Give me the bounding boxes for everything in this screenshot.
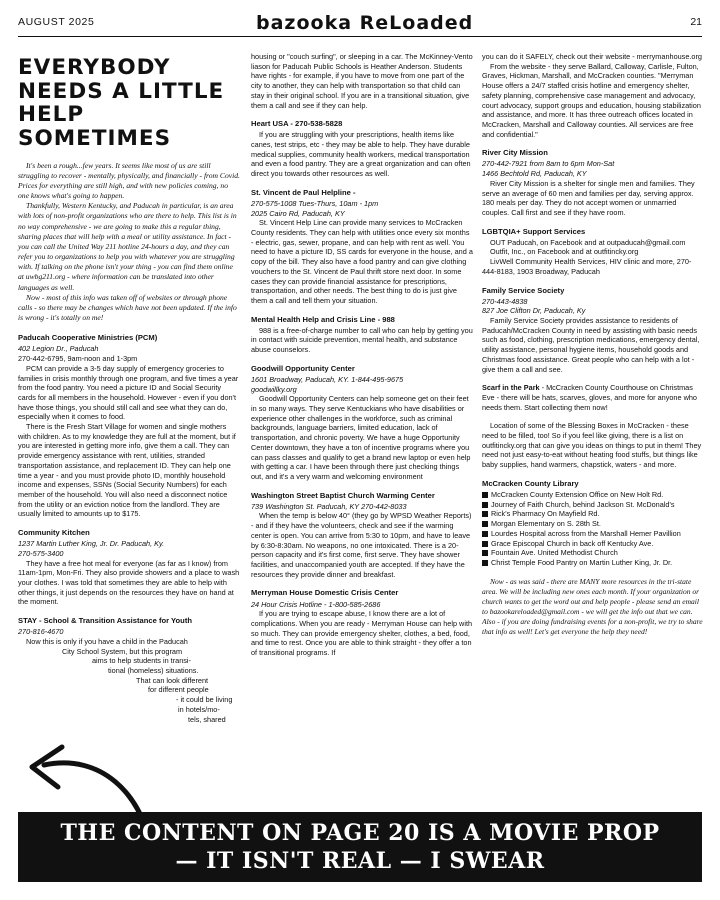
entry-body: 988 is a free-of-charge number to call who can help by getting you in contact with suicide prevention, mental health, and substance abuse counselors. bbox=[251, 325, 473, 355]
col1-entries bbox=[18, 333, 240, 607]
resource-entry bbox=[251, 119, 473, 179]
scarf-title: Scarf in the Park bbox=[482, 383, 540, 393]
entry-title: St. Vincent de Paul Helpline - bbox=[251, 187, 356, 197]
entry-info: 402 Legion Dr., Paducah bbox=[18, 344, 99, 354]
stay-line: for different people bbox=[148, 685, 209, 695]
entry-title: Washington Street Baptist Church Warming Center bbox=[251, 490, 435, 500]
bottom-banner bbox=[18, 812, 702, 882]
resource-entry bbox=[251, 188, 473, 306]
entry-info: 270-816-4670 bbox=[18, 627, 64, 637]
stay-line: in hotels/mo- bbox=[178, 704, 220, 714]
entry-scarf bbox=[482, 383, 704, 412]
entry-info: 270-575-3400 bbox=[18, 548, 64, 558]
entry-info: goodwillky.org bbox=[251, 384, 297, 394]
library-item: McCracken County Extension Office on New Holt Rd. bbox=[482, 490, 704, 500]
entry-body: River City Mission is a shelter for single men and families. They serve an average of 60 men and families per day, serving approx. 180 meals per day. They do not accept women or unmarried couples. Call first and see if they have room. bbox=[482, 178, 695, 217]
intro-paragraph: It's been a rough...few years. It seems like most of us are still struggling to recover - mentally, physically, and financially - from Covid. Prices for everything are still high, and with new policies coming, no one knows what's going to happen. bbox=[18, 160, 240, 201]
entry-body: you can do it SAFELY, check out their website - merrymanhouse.org bbox=[482, 52, 702, 61]
entry-title: Family Service Society bbox=[482, 285, 565, 295]
entry-body: St. Vincent Help Line can provide many services to McCracken County residents. They can help with utilities once every six months - electric, gas, sewer, propane, and can help with rent as well. You need to have a picture ID, SS cards for everyone in the house, and a copy of the bill. They also have a food pantry and can give clothing vouchers to the St. Vincent de Paul thrift store next door. In some cases they can provide financial assistance for prescriptions, transportation, and other needs. The best thing to do is just give them a call and tell them your situation. bbox=[251, 218, 473, 305]
column-2 bbox=[251, 52, 473, 667]
entry-title: Paducah Cooperative Ministries (PCM) bbox=[18, 333, 158, 343]
entry-info: 270-443-4838 bbox=[482, 296, 528, 306]
page-header bbox=[18, 12, 702, 38]
resource-entry bbox=[482, 227, 704, 277]
headline-line: NEEDS A LITTLE bbox=[18, 78, 225, 104]
entry-stay bbox=[18, 616, 240, 724]
entry-title: Merryman House Domestic Crisis Center bbox=[251, 588, 399, 598]
banner-line: THE CONTENT ON PAGE 20 IS A MOVIE PROP bbox=[60, 820, 660, 846]
entry-body: housing or "couch surfing", or sleeping in a car. The McKinney-Vento liason for Paducah Public Schools is Heather Anderson. Students have rights - for example, if you have to move from one part of the city to another, they can help with transportation so that child can stay in their original school. If you are in a transitional situation, give them a call and see if they can help. bbox=[251, 52, 473, 110]
masthead: bazooka ReLoaded bbox=[256, 12, 474, 34]
entry-body: If you are trying to escape abuse, I know there are a lot of complications. When you are ready - Merryman House can help with so much. They can provide emergency shelter, clothes, a bed, food, and time to rest. Once you are able to think straight - they offer a ton of transitional programs. If bbox=[251, 609, 473, 658]
library-list bbox=[482, 490, 704, 568]
entry-blessing bbox=[482, 421, 704, 470]
entry-info: 270-442-7921 from 8am to 6pm Mon-Sat bbox=[482, 159, 615, 169]
stay-body bbox=[18, 637, 240, 724]
issue-month: AUGUST 2025 bbox=[18, 16, 95, 28]
entry-info: 827 Joe Clifton Dr, Paducah, Ky bbox=[482, 306, 586, 316]
entry-info: 24 Hour Crisis Hotline - 1-800-585-2686 bbox=[251, 599, 381, 609]
entry-info: 739 Washington St. Paducah, KY 270-442-8033 bbox=[251, 501, 407, 511]
column-1 bbox=[18, 52, 240, 733]
entry-info: 270-575-1008 Tues-Thurs, 10am - 1pm bbox=[251, 198, 379, 208]
library-item: Journey of Faith Church, behind Jackson St. McDonald's bbox=[482, 500, 704, 510]
resource-entry bbox=[482, 52, 704, 139]
scarf-text: - McCracken County Courthouse on Christmas Eve - there will be hats, scarves, gloves, and more for anyone who needs them. Start collecting them now! bbox=[482, 383, 697, 412]
resource-entry bbox=[251, 315, 473, 355]
library-item: Grace Episcopal Church in back off Kentucky Ave. bbox=[482, 539, 704, 549]
library-item: Christ Temple Food Pantry on Martin Luther King, Jr. Dr. bbox=[482, 558, 704, 568]
library-item: Morgan Elementary on S. 28th St. bbox=[482, 519, 704, 529]
library-item: Fountain Ave. United Methodist Church bbox=[482, 548, 704, 558]
library-item: Lourdes Hospital across from the Marshall Hemer Pavillion bbox=[482, 529, 704, 539]
entry-title: Heart USA - 270-538-5828 bbox=[251, 119, 343, 129]
headline-line: HELP SOMETIMES bbox=[18, 102, 172, 151]
entry-title: River City Mission bbox=[482, 148, 548, 158]
banner-line: — IT ISN'T REAL — I SWEAR bbox=[175, 848, 545, 874]
headline-line: EVERYBODY bbox=[18, 55, 171, 80]
closing-note: Now - as was said - there are MANY more resources in the tri-state area. We will be including new ones each month. If your organization or church wants to get the word out and help people - please send an email to bazookareloaded@gmail.com - we will get the info out that we can. Also - if you are doing fundraising events for a non-profit, we try to share that info as well! Let's get everyone the help they need! bbox=[482, 576, 703, 636]
entry-body: From the website - they serve Ballard, Calloway, Carlisle, Fulton, Graves, Hickman, Marshall, and McCracken counties. "Merryman House offers a 24/7 staffed crisis hotline and emergency shelter, safety planning, comprehensive case management and advocacy, court advocacy, support groups and education, housing stabilization and assistance, and more. It has three outreach offices located in McCracken, Marshall and Calloway counties. All services are free and confidential." bbox=[482, 61, 701, 139]
library-item: Rick's Pharmacy On Mayfield Rd. bbox=[482, 509, 704, 519]
entry-body: Family Service Society provides assistance to residents of Paducah/McCracken County in need by assisting with basic needs such as food, clothing, prescription medications, emergency dental, utility assistance, personal hygiene items, household goods and Christmas food assistance. Great people who can help with a lot - give them a call and see. bbox=[482, 316, 700, 374]
resource-entry bbox=[482, 148, 704, 217]
resource-entry bbox=[18, 333, 240, 519]
entry-body: OUT Paducah, on Facebook and at outpaducah@gmail.com bbox=[490, 237, 686, 247]
entry-title: Community Kitchen bbox=[18, 528, 90, 538]
intro-paragraph: Thankfully, Western Kentucky, and Paducah in particular, is an area with lots of non-profit organizations who are there to help. This list is in no way comprehensive - we are going to make this a regular thing, sharing places that will help with a meal or utility assistance. In fact - you can call the United Way 211 hotline 24-hours a day, and they can refer you to organizations to help you with whatever you are struggling with. If talking on the phone isn't your thing - you can find them online at uwbg211.org - where information can be translated into other languages as well. bbox=[18, 201, 237, 292]
resource-entry bbox=[482, 286, 704, 375]
entry-info: 2025 Cairo Rd, Paducah, KY bbox=[251, 208, 345, 218]
stay-line: tional (homeless) situations. bbox=[108, 665, 199, 675]
stay-line: - it could be living bbox=[176, 695, 233, 705]
entry-body: Outfit, Inc., on Facebook and at outfitincky.org bbox=[490, 247, 639, 257]
entry-body: PCM can provide a 3-5 day supply of emergency groceries to families in crisis monthly through one program, and five times a year from the food pantry. You need a picture ID and Social Security cards for all members in the household. However - even if you don't have those things, you should still call and see what they can do, especially when it comes to food. bbox=[18, 363, 239, 422]
header-rule bbox=[18, 36, 702, 37]
entry-info: 1237 Martin Luther King, Jr. Dr. Paducah, Ky. bbox=[18, 539, 165, 549]
page-number: 21 bbox=[690, 16, 702, 28]
stay-line: City School System, but this program bbox=[62, 646, 183, 656]
resource-entry bbox=[251, 364, 473, 482]
entry-body: When the temp is below 40° (they go by WPSD Weather Reports) - and if they have the volunteers, check and see if the warming center is open. You can arrive from 5:30 to 10pm, and have to leave by 6:30-8:30am. No weapons, no one intoxicated. There is a 20-person capacity and it's first come, first serve. They have shower facilities, and unaccompanied youth are accepted. If they have the resources they provide dinner and breakfast. bbox=[251, 511, 472, 579]
intro bbox=[18, 161, 240, 324]
entry-title: Goodwill Opportunity Center bbox=[251, 363, 355, 373]
entry-body: There is the Fresh Start Village for women and single mothers with children. As to my knowledge they are full at the moment, but if you are interested in getting more info, give them a call. They can provide emergency assistance with rent, utilities, stranded transportation assistance, and replacement ID. They can help one time a year - and you must provide photo ID, monthly household income and expenses, SSNs (Social Security Numbers) for each member of the household. You will also need a disconnect notice from the utility or an eviction notice from the landlord. They are usually limited to amounts up to $175. bbox=[18, 422, 236, 519]
intro-paragraph: Now - most of this info was taken off of websites or through phone calls - so there may be changes which have not been updated. If the info is wrong - it's totally on me! bbox=[18, 292, 237, 323]
resource-entry bbox=[251, 588, 473, 657]
entry-body: Goodwill Opportunity Centers can help someone get on their feet in so many ways. They serve Kentuckians who have disabilities or experience other challenges in the workforce, such as criminal backgrounds, language barriers, limited education, lack of transportation, and chronic poverty. We have a huge Opportunity Center downtown, they have a ton of incentive programs where you can pass classes and qualify to get a brand new laptop or even help with getting a car. I have been through there just checking things out, and it's a very warm and welcoming environment bbox=[251, 394, 471, 481]
resource-entry bbox=[251, 52, 473, 110]
column-3 bbox=[482, 52, 704, 637]
stay-line: Now this is only if you have a child in the Paducah bbox=[26, 636, 188, 646]
stay-line: That can look different bbox=[136, 675, 209, 685]
entry-title: STAY - School & Transition Assistance for Youth bbox=[18, 616, 192, 626]
entry-body: LivWell Community Health Services, HIV clinic and more, 270-444-8183, 1903 Broadway, Paducah bbox=[482, 257, 692, 276]
stay-line: aims to help students in transi- bbox=[92, 656, 191, 666]
entry-title: McCracken County Library bbox=[482, 478, 579, 488]
entry-info: 1466 Bechtold Rd, Paducah, KY bbox=[482, 169, 587, 179]
stay-line: tels, shared bbox=[188, 714, 226, 724]
resource-entry bbox=[251, 491, 473, 580]
entry-body: If you are struggling with your prescriptions, health items like canes, test strips, etc - they may be able to help. They have durable medical supplies, community health workers, medical transportation and even a food pantry. They are a great organization and can often direct you towards other resources as well. bbox=[251, 130, 471, 179]
blessing-text: Location of some of the Blessing Boxes in McCracken - these need to be filled, too! So if you feel like giving, there is a list on outfitincky.org that can give you ideas on things to put in them! They need not just easy-to-eat without heating food stuffs, but things like baby supplies, hand warmers, chapstick, waters - and more. bbox=[482, 421, 702, 470]
entry-contact: 270-442-6795, 9am-noon and 1-3pm bbox=[18, 354, 138, 364]
entry-body: They have a free hot meal for everyone (as far as I know) from 11am-1pm, Mon-Fri. They also provide showers and a place to wash your clothes. I was told that sometimes they are able to help with other things, it just depends on the resources they have on hand at the moment. bbox=[18, 558, 240, 607]
headline bbox=[18, 56, 240, 151]
entry-library bbox=[482, 479, 704, 568]
entry-title: Mental Health Help and Crisis Line - 988 bbox=[251, 314, 395, 324]
resource-entry bbox=[18, 528, 240, 607]
col2-entries bbox=[251, 52, 473, 658]
col3-entries bbox=[482, 52, 704, 374]
entry-title: LGBTQIA+ Support Services bbox=[482, 226, 586, 236]
entry-info: 1601 Broadway, Paducah, KY. 1-844-495-9675 bbox=[251, 374, 404, 384]
